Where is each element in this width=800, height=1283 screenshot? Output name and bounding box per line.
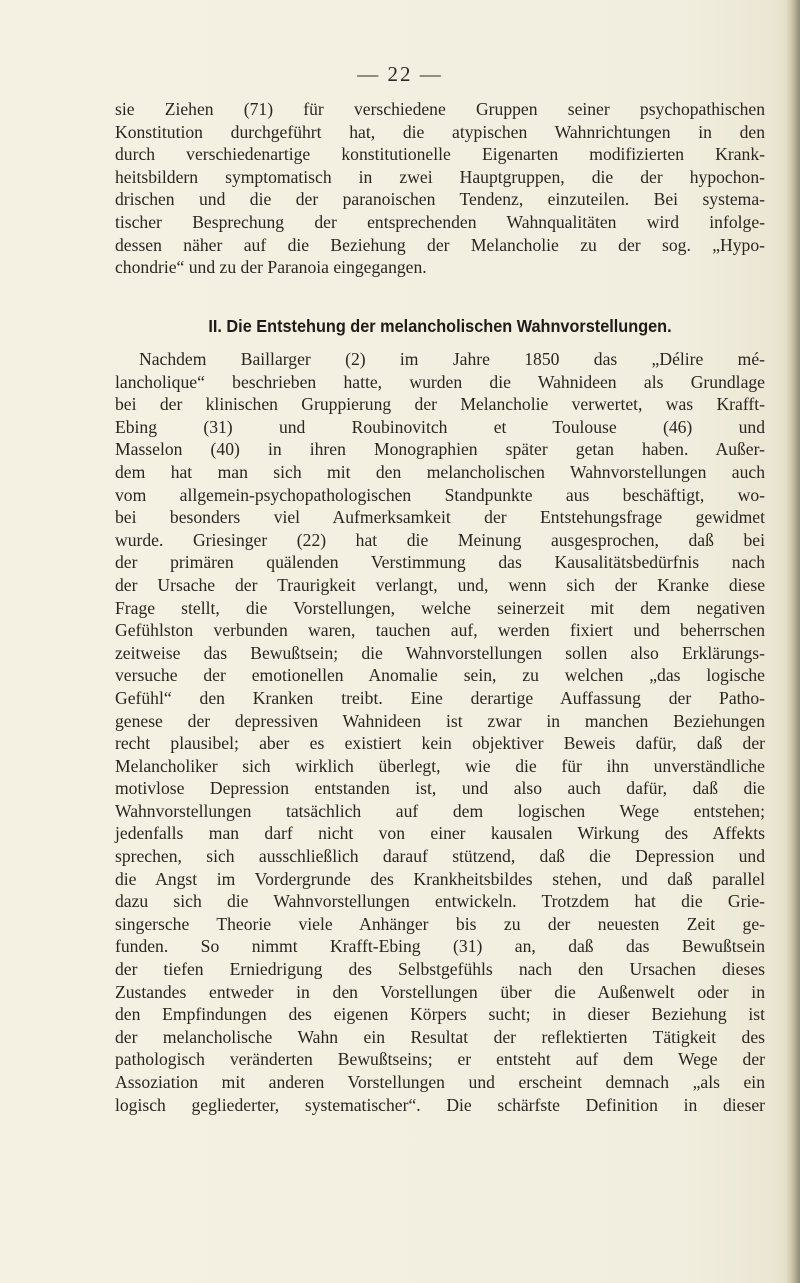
text-line: dessen näher auf die Beziehung der Melancholie zu der sog. „Hypo- — [115, 234, 765, 255]
text-line: bei besonders viel Aufmerksamkeit der Entstehungsfrage gewidmet — [115, 507, 765, 528]
text-line: Gefühlston verbunden waren, tauchen auf, werden fixiert und beherrschen — [115, 620, 765, 641]
text-line: wurde. Griesinger (22) hat die Meinung ausgesprochen, daß bei — [115, 529, 765, 550]
text-line: Assoziation mit anderen Vorstellungen und erscheint demnach „als ein — [115, 1072, 765, 1092]
text-line: singersche Theorie viele Anhänger bis zu der neuesten Zeit ge- — [115, 913, 765, 934]
text-line: die Angst im Vordergrunde des Krankheitsbildes stehen, und daß parallel — [115, 868, 765, 889]
text-line: logisch gegliederter, systematischer“. Die schärfste Definition in dieser — [115, 1094, 765, 1115]
text-line: heitsbildern symptomatisch in zwei Hauptgruppen, die der hypochon- — [115, 166, 765, 187]
text-line: funden. So nimmt Krafft-Ebing (31) an, daß das Bewußtsein — [115, 936, 765, 957]
text-line: bei der klinischen Gruppierung der Melancholie verwertet, was Krafft- — [115, 394, 765, 415]
page-edge-shadow — [786, 0, 800, 1283]
text-line: recht plausibel; aber es existiert kein objektiver Beweis dafür, daß der — [115, 733, 765, 754]
text-line: durch verschiedenartige konstitutionelle Eigenarten modifizierten Krank- — [115, 144, 765, 165]
paragraph-main — [115, 348, 765, 1116]
text-line: dazu sich die Wahnvorstellungen entwickeln. Trotzdem hat die Grie- — [115, 891, 765, 912]
section-heading: II. Die Entstehung der melancholischen Wahnvorstellungen. — [208, 316, 672, 336]
text-line: Nachdem Baillarger (2) im Jahre 1850 das „Délire mé- — [139, 349, 765, 369]
paragraph-intro — [115, 98, 765, 279]
text-line: Gefühl“ den Kranken treibt. Eine derartige Auffassung der Patho- — [115, 687, 765, 708]
text-line: jedenfalls man darf nicht von einer kausalen Wirkung des Affekts — [115, 823, 765, 844]
text-line: dem hat man sich mit den melancholischen Wahnvorstellungen auch — [115, 461, 765, 482]
text-line: tischer Besprechung der entsprechenden Wahnqualitäten wird infolge- — [115, 211, 765, 232]
text-line: versuche der emotionellen Anomalie sein, zu welchen „das logische — [115, 665, 765, 686]
text-line: Frage stellt, die Vorstellungen, welche seinerzeit mit dem negativen — [115, 597, 765, 618]
text-line: drischen und die der paranoischen Tendenz, einzuteilen. Bei systema- — [115, 189, 765, 210]
text-line: Konstitution durchgeführt hat, die atypischen Wahnrichtungen in den — [115, 121, 765, 142]
text-line: Ebing (31) und Roubinovitch et Toulouse (46) und — [115, 416, 765, 437]
text-line: motivlose Depression entstanden ist, und also auch dafür, daß die — [115, 778, 765, 799]
text-line: chondrie“ und zu der Paranoia eingegangen. — [115, 257, 427, 278]
text-line: zeitweise das Bewußtsein; die Wahnvorstellungen sollen also Erklärungs- — [115, 642, 765, 663]
text-line: vom allgemein-psychopathologischen Standpunkte aus beschäftigt, wo- — [115, 484, 765, 505]
text-line: den Empfindungen des eigenen Körpers sucht; in dieser Beziehung ist — [115, 1004, 765, 1025]
text-line: der melancholische Wahn ein Resultat der reflektierten Tätigkeit des — [115, 1026, 765, 1047]
page-number: — 22 — — [357, 62, 443, 86]
text-line: Masselon (40) in ihren Monographien später getan haben. Außer- — [115, 439, 765, 460]
text-line: Melancholiker sich wirklich überlegt, wie die für ihn unverständliche — [115, 755, 765, 776]
text-line: pathologisch veränderten Bewußtseins; er entsteht auf dem Wege der — [115, 1049, 765, 1070]
text-line: Wahnvorstellungen tatsächlich auf dem logischen Wege entstehen; — [115, 800, 765, 821]
text-line: der Ursache der Traurigkeit verlangt, und, wenn sich der Kranke diese — [115, 574, 765, 595]
text-line: lancholique“ beschrieben hatte, wurden die Wahnideen als Grundlage — [115, 371, 765, 392]
text-line: der tiefen Erniedrigung des Selbstgefühls nach den Ursachen dieses — [115, 959, 765, 980]
text-line: genese der depressiven Wahnideen ist zwar in manchen Beziehungen — [115, 710, 765, 731]
text-line: sie Ziehen (71) für verschiedene Gruppen seiner psychopathischen — [115, 99, 765, 119]
text-line: sprechen, sich ausschließlich darauf stützend, daß die Depression und — [115, 846, 765, 867]
text-line: der primären quälenden Verstimmung das Kausalitätsbedürfnis nach — [115, 552, 765, 573]
text-line: Zustandes entweder in den Vorstellungen über die Außenwelt oder in — [115, 981, 765, 1002]
